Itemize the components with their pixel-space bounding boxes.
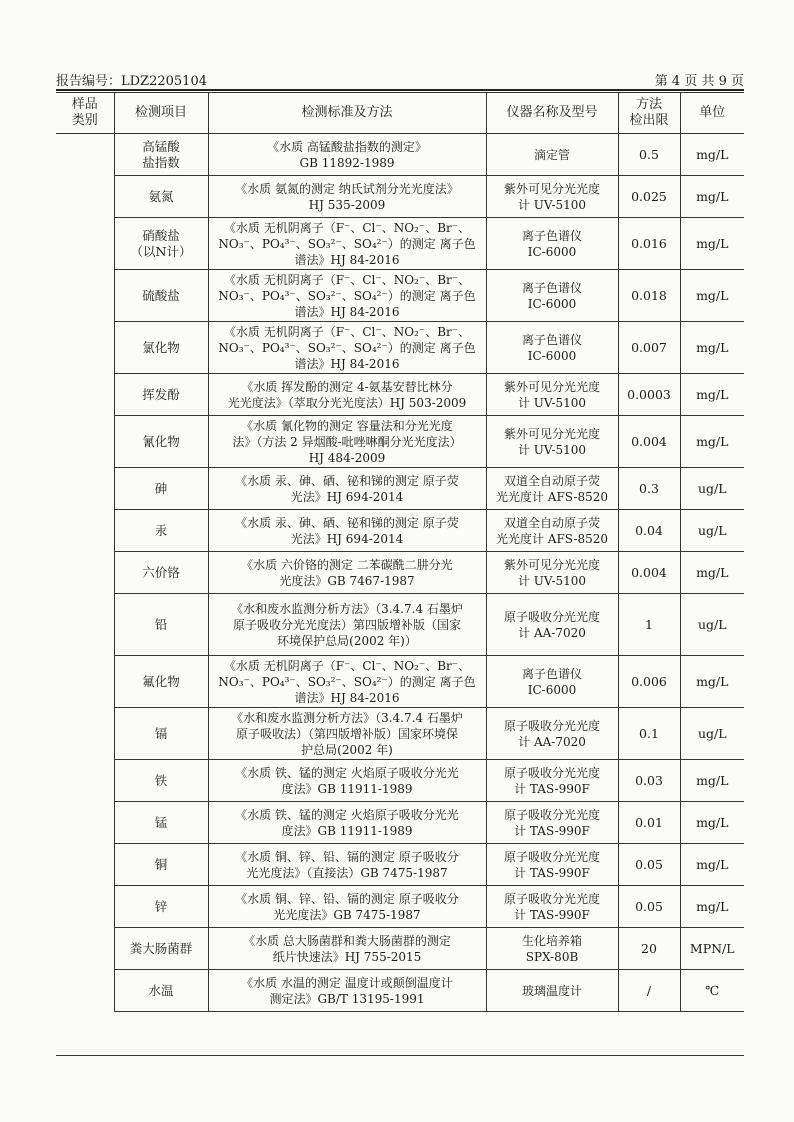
header-unit: 单位 [680,93,744,134]
detection-limit-cell: 0.04 [618,510,680,552]
instrument-cell: 紫外可见分光光度 计 UV-5100 [486,374,618,416]
test-item-cell: 锌 [114,886,208,928]
detection-limit-cell: / [618,970,680,1012]
detection-limit-cell: 20 [618,928,680,970]
standard-method-cell: 《水质 高锰酸盐指数的测定》 GB 11892-1989 [208,134,486,176]
unit-cell: mg/L [680,134,744,176]
detection-limit-cell: 0.007 [618,322,680,374]
test-item-cell: 挥发酚 [114,374,208,416]
report-number: 报告编号：LDZ2205104 [56,74,207,89]
page-number: 第 4 页 共 9 页 [654,74,744,89]
unit-cell: mg/L [680,176,744,218]
unit-cell: mg/L [680,552,744,594]
standard-method-cell: 《水质 氰化物的测定 容量法和分光光度 法》（方法 2 异烟酸-吡唑啉酮分光光度法） HJ 484-2009 [208,416,486,468]
test-item-cell: 氰化物 [114,416,208,468]
standard-method-cell: 《水质 汞、砷、硒、铋和锑的测定 原子荧 光法》HJ 694-2014 [208,468,486,510]
detection-limit-cell: 0.004 [618,416,680,468]
instrument-cell: 生化培养箱 SPX-80B [486,928,618,970]
instrument-cell: 双道全自动原子荧 光光度计 AFS-8520 [486,468,618,510]
instrument-cell: 原子吸收分光光度 计 AA-7020 [486,594,618,656]
detection-limit-cell: 0.05 [618,886,680,928]
table-row [56,374,744,416]
detection-limit-cell: 0.004 [618,552,680,594]
unit-cell: ug/L [680,594,744,656]
detection-limit-cell: 0.006 [618,656,680,708]
instrument-cell: 滴定管 [486,134,618,176]
standard-method-cell: 《水质 铁、锰的测定 火焰原子吸收分光光 度法》GB 11911-1989 [208,802,486,844]
table-row [56,656,744,708]
standard-method-cell: 《水和废水监测分析方法》（3.4.7.4 石墨炉 原子吸收法）（第四版增补版）国家环境保 护总局(2002 年) [208,708,486,760]
table-row [56,270,744,322]
header-test-item: 检测项目 [114,93,208,134]
detection-limit-cell: 0.018 [618,270,680,322]
detection-limit-cell: 1 [618,594,680,656]
test-item-cell: 镉 [114,708,208,760]
instrument-cell: 玻璃温度计 [486,970,618,1012]
unit-cell: ug/L [680,708,744,760]
standard-method-cell: 《水质 总大肠菌群和粪大肠菌群的测定 纸片快速法》HJ 755-2015 [208,928,486,970]
header-detection-limit: 方法 检出限 [618,93,680,134]
detection-limit-cell: 0.3 [618,468,680,510]
page-header [56,70,744,89]
unit-cell: mg/L [680,844,744,886]
standard-method-cell: 《水质 水温的测定 温度计或颠倒温度计 测定法》GB/T 13195-1991 [208,970,486,1012]
table-row [56,134,744,176]
table-body [56,134,744,1012]
table-row [56,552,744,594]
test-item-cell: 氯化物 [114,322,208,374]
unit-cell: mg/L [680,322,744,374]
instrument-cell: 离子色谱仪 IC-6000 [486,322,618,374]
test-item-cell: 铅 [114,594,208,656]
standard-method-cell: 《水质 无机阴离子（F⁻、Cl⁻、NO₂⁻、Br⁻、 NO₃⁻、PO₄³⁻、SO₃²⁻、SO₄²⁻）的测定 离子色 谱法》HJ 84-2016 [208,218,486,270]
standard-method-cell: 《水质 汞、砷、硒、铋和锑的测定 原子荧 光法》HJ 694-2014 [208,510,486,552]
instrument-cell: 紫外可见分光光度 计 UV-5100 [486,416,618,468]
standard-method-cell: 《水质 无机阴离子（F⁻、Cl⁻、NO₂⁻、Br⁻、 NO₃⁻、PO₄³⁻、SO₃²⁻、SO₄²⁻）的测定 离子色 谱法》HJ 84-2016 [208,270,486,322]
header-instrument: 仪器名称及型号 [486,93,618,134]
detection-limit-cell: 0.01 [618,802,680,844]
standard-method-cell: 《水质 六价铬的测定 二苯碳酰二肼分光 光度法》GB 7467-1987 [208,552,486,594]
unit-cell: ug/L [680,510,744,552]
instrument-cell: 离子色谱仪 IC-6000 [486,270,618,322]
unit-cell: mg/L [680,218,744,270]
standard-method-cell: 《水质 铁、锰的测定 火焰原子吸收分光光 度法》GB 11911-1989 [208,760,486,802]
detection-limit-cell: 0.025 [618,176,680,218]
table-header-row [56,93,744,134]
instrument-cell: 原子吸收分光光度 计 TAS-990F [486,886,618,928]
test-item-cell: 水温 [114,970,208,1012]
test-item-cell: 高锰酸 盐指数 [114,134,208,176]
unit-cell: mg/L [680,656,744,708]
instrument-cell: 原子吸收分光光度 计 AA-7020 [486,708,618,760]
standard-method-cell: 《水质 无机阴离子（F⁻、Cl⁻、NO₂⁻、Br⁻、 NO₃⁻、PO₄³⁻、SO₃²⁻、SO₄²⁻）的测定 离子色 谱法》HJ 84-2016 [208,656,486,708]
header-sample-category: 样品 类别 [56,93,114,134]
table-row [56,844,744,886]
table-row [56,510,744,552]
detection-limit-cell: 0.5 [618,134,680,176]
test-item-cell: 汞 [114,510,208,552]
header-rule [56,89,744,91]
unit-cell: mg/L [680,886,744,928]
standard-method-cell: 《水质 铜、锌、铅、镉的测定 原子吸收分 光光度法》GB 7475-1987 [208,886,486,928]
instrument-cell: 原子吸收分光光度 计 TAS-990F [486,760,618,802]
test-item-cell: 铜 [114,844,208,886]
test-item-cell: 硫酸盐 [114,270,208,322]
standard-method-cell: 《水质 铜、锌、铅、镉的测定 原子吸收分 光光度法》（直接法）GB 7475-1987 [208,844,486,886]
instrument-cell: 紫外可见分光光度 计 UV-5100 [486,552,618,594]
unit-cell: mg/L [680,374,744,416]
table-row [56,322,744,374]
table-row [56,176,744,218]
instrument-cell: 原子吸收分光光度 计 TAS-990F [486,802,618,844]
test-item-cell: 砷 [114,468,208,510]
test-item-cell: 硝酸盐 （以N计） [114,218,208,270]
instrument-cell: 双道全自动原子荧 光光度计 AFS-8520 [486,510,618,552]
detection-limit-cell: 0.1 [618,708,680,760]
test-item-cell: 铁 [114,760,208,802]
standard-method-cell: 《水质 无机阴离子（F⁻、Cl⁻、NO₂⁻、Br⁻、 NO₃⁻、PO₄³⁻、SO₃²⁻、SO₄²⁻）的测定 离子色 谱法》HJ 84-2016 [208,322,486,374]
instrument-cell: 紫外可见分光光度 计 UV-5100 [486,176,618,218]
test-item-cell: 氟化物 [114,656,208,708]
table-row [56,218,744,270]
table-row [56,970,744,1012]
sample-category-cell [56,134,114,1012]
test-methods-table [56,92,744,1012]
bottom-rule [56,1055,744,1056]
standard-method-cell: 《水和废水监测分析方法》（3.4.7.4 石墨炉 原子吸收分光光度法）第四版增补版（国家 环境保护总局(2002 年)） [208,594,486,656]
instrument-cell: 离子色谱仪 IC-6000 [486,218,618,270]
instrument-cell: 原子吸收分光光度 计 TAS-990F [486,844,618,886]
test-item-cell: 锰 [114,802,208,844]
test-item-cell: 粪大肠菌群 [114,928,208,970]
unit-cell: mg/L [680,760,744,802]
detection-limit-cell: 0.016 [618,218,680,270]
unit-cell: ℃ [680,970,744,1012]
detection-limit-cell: 0.03 [618,760,680,802]
table-row [56,708,744,760]
table-row [56,760,744,802]
detection-limit-cell: 0.0003 [618,374,680,416]
unit-cell: mg/L [680,270,744,322]
detection-limit-cell: 0.05 [618,844,680,886]
header-standard-method: 检测标准及方法 [208,93,486,134]
unit-cell: MPN/L [680,928,744,970]
standard-method-cell: 《水质 氨氮的测定 纳氏试剂分光光度法》 HJ 535-2009 [208,176,486,218]
table-row [56,416,744,468]
unit-cell: mg/L [680,416,744,468]
table-row [56,594,744,656]
table-row [56,802,744,844]
unit-cell: mg/L [680,802,744,844]
table-row [56,886,744,928]
unit-cell: ug/L [680,468,744,510]
test-item-cell: 六价铬 [114,552,208,594]
standard-method-cell: 《水质 挥发酚的测定 4-氨基安替比林分 光光度法》（萃取分光光度法）HJ 503-2009 [208,374,486,416]
test-item-cell: 氨氮 [114,176,208,218]
table-row [56,928,744,970]
table-row [56,468,744,510]
instrument-cell: 离子色谱仪 IC-6000 [486,656,618,708]
